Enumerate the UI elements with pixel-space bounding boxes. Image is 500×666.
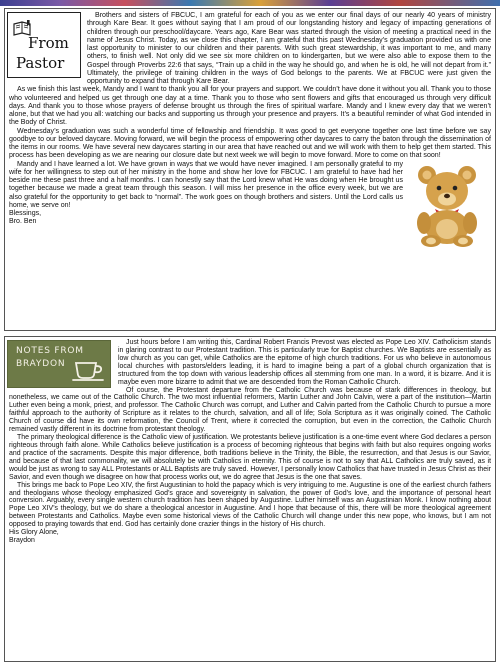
braydon-paragraph-2: Of course, the Protestant departure from the Catholic Church was because of stark differences in theology, but nonetheless, we came out of the Catholic Church. The two most influential reformers, Martin Luther and John Calvin, were a part of the institution—Martin Luther even being a monk, priest, and professor. The Catholic Church was corrupt, and Luther and Calvin parted from the Catholic Church to pursue a more faithful approach to the authority of Scripture as it relates to the church, salvation, and all of life; Sola Scriptura as it was originally coined. The Catholic Church of course did have its own reformation, the Council of Trent, where it corrected the corruption, but even in the correction, the Catholic Church remained vastly different in its doctrine from protestant theology. xyxy=(9,386,491,434)
braydon-paragraph-1: Just hours before I am writing this, Cardinal Robert Francis Prevost was elected as Pope Leo XIV. Catholicism stands in glaring contrast to our Protestant tradition. This is particularly true for Baptist churches. We Baptists are essentially as low church as you can get, while Catholics are the epitome of high church traditions. For us who believe in autonomous local churches with pastors/elders leading, it is hard to imagine being a part of a global church organization that is structured from the top down with various leadership offices all stemming from one man. In a word, it is bizarre. And it is maybe even more bizarre to admit that we are descended from the Roman Catholic Church. xyxy=(118,339,491,386)
from-pastor-section xyxy=(4,8,496,331)
pastor-paragraph-1: Brothers and sisters of FBCUC, I am grateful for each of you as we enter our final days of our nearly 40 years of ministry through Kare Bear. It goes without saying that I am proud of our longstanding history and legacy of impacting generations of children through our preschool/daycare. Years ago, Kare Bear was started through the vision of meeting a practical need in the name of Jesus Christ. Today, as we close this chapter, I am grateful that this past Wednesday’s graduation provided us with one last opportunity to minister to our children and their parents. With such great stewardship, it was important to me, and many others, to finish well. Not only did we see six more children on to kindergarten, but we were also able to expose them to the Gospel through Proverbs 22:6 that says, “Train up a child in the way he should go, and when he is old, he will not depart from it.” Ultimately, the privilege of training children in the ways of God belongs to the parents. We at FBCUC were just given the opportunity to expand that through Kare Bear. xyxy=(87,12,491,85)
pastor-signature: Bro. Ben xyxy=(9,218,37,226)
braydon-signature: Braydon xyxy=(9,537,35,545)
braydon-closing: His Glory Alone, xyxy=(9,529,59,537)
decorative-banner-strip xyxy=(0,0,500,6)
from-pastor-body xyxy=(5,9,495,227)
pastor-paragraph-4: Mandy and I have learned a lot. We have grown in ways that we would have never imagined. I am personally grateful to my wife for her willingness to step out of her ministry in the home and show her love for FBCUC. I am grateful to have had her beside me these past three and a half months. I can honestly say that the Lord knew what He was doing when He brought us together because we made a great team through this season. I will miss her presence in the office every week, but we are also grateful for the opportunity to get back to “normal”. The work goes on though brothers and sisters. Until the Lord calls us home, we serve on! xyxy=(9,160,403,209)
pastor-paragraph-2: As we finish this last week, Mandy and I want to thank you all for your prayers and support. We couldn’t have done it without you all. Thank you to those who volunteered and helped us get through one day at a time. Thank you to those who sent flowers and gifts that encouraged us through very difficult days. And thank you to those whose prayers of defense brought us through the fires of spiritual warfare. Mandy and I knew every day that we weren’t alone, but that we had you all: watching our backs and supporting us through your presence and prayers. It’s a beautiful reminder of what God intended in the Body of Christ. xyxy=(9,86,491,127)
from-pastor-badge xyxy=(7,12,81,78)
pastor-paragraph-3: Wednesday’s graduation was such a wonderful time of fellowship and friendship. It was good to get everyone together one last time before we say goodbye to our beloved daycare. Moving forward, we will begin the process of empowering other daycares to carry the baton through the dissemination of the items in our rooms. We have several new daycares starting in our area that have reached out and we will work with them to help get them started. This process has been developing as we are nearing our closure date but next week we will begin to move forward. More to come on that soon! xyxy=(9,127,491,160)
notes-from-braydon-section xyxy=(4,336,496,662)
braydon-body xyxy=(5,337,495,545)
coffee-cup-icon xyxy=(72,359,106,383)
notes-from-braydon-badge xyxy=(7,340,111,388)
badge-notes-from: NOTES FROM xyxy=(16,346,84,356)
braydon-paragraph-3: The primary theological difference is the Catholic view of justification. We protestants believe justification is a one-time event where God declares a person righteous through faith alone. While Catholics believe justification is a process of becoming righteous that begins with faith but also requires ongoing works and practice of the sacraments. Despite this major difference, both traditions believe in the Trinity, the Bible, the resurrection, and that Jesus is our Savior, and because of that last commonality, we will absolutely be with Catholics in eternity. This of course is not to say that ALL Catholics are truly saved, as it would be just as wrong to say ALL Protestants or ALL Baptists are truly saved. However, I personally know Catholics that have trusted in Jesus Christ as their Savior, and even though we disagree on how that process works out, we do agree that Jesus is the one that saves. xyxy=(9,434,491,481)
teddy-bear-illustration xyxy=(409,163,487,247)
pastor-closing: Blessings, xyxy=(9,210,42,217)
braydon-paragraph-4: This brings me back to Pope Leo XIV, the first Augustinian to hold the papacy which is very intriguing to me. Augustine is one of the earliest church fathers and theologians whose theology emphasized God’s grace and sovereignty in salvation, the power of God’s love, and the importance of personal heart conversion. Arguably, every single western church tradition has been shaped by Augustine. Luther himself was an Augustinian Monk. I know nothing about Pope Leo XIV’s theology, but we do share a theological ancestor in Augustine. And I hope that because of this, there will be more theological agreement between Protestants and Catholics. Maybe even some historical views of the Catholic Church will change under this new pope, who knows, but I am not opposed to praying towards that end. God has certainly done crazier things in the history of His church. xyxy=(9,481,491,529)
badge-word-pastor: Pastor xyxy=(16,54,65,72)
badge-word-from: From xyxy=(28,34,69,52)
badge-braydon: BRAYDON xyxy=(16,359,66,369)
